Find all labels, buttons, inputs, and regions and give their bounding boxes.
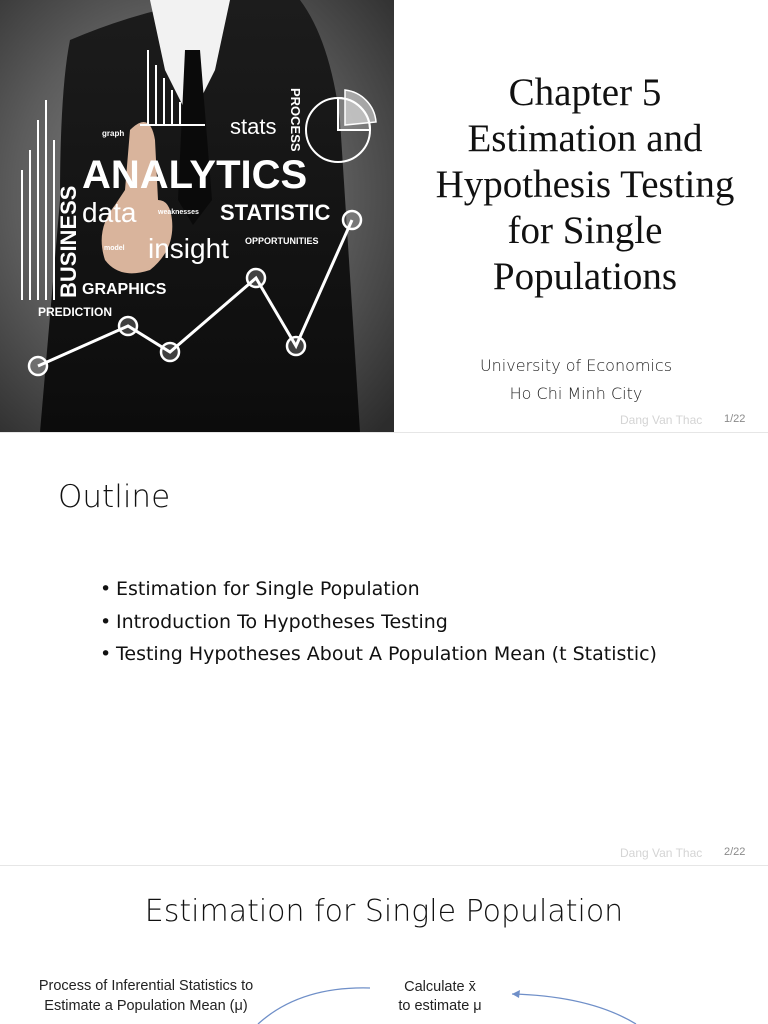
- bullet-icon: •: [100, 578, 112, 600]
- arrowhead-icon: [512, 990, 520, 998]
- outline-title: Outline: [58, 479, 171, 515]
- institution: [420, 352, 732, 408]
- process-label-line: Process of Inferential Statistics to: [38, 978, 254, 994]
- title-line: Hypothesis Testing: [435, 163, 735, 206]
- title-line: Chapter 5: [508, 71, 662, 114]
- footer-author: Dang Van Thac: [620, 413, 703, 427]
- hero-image: [0, 0, 394, 432]
- process-label-line: Estimate a Population Mean (μ): [44, 998, 248, 1014]
- bullet-icon: •: [100, 610, 112, 633]
- word-prediction: PREDICTION: [38, 305, 113, 319]
- footer-author: Dang Van Thac: [620, 846, 703, 860]
- outline-item: • Testing Hypotheses About A Population Mean (t Statistic): [100, 638, 657, 671]
- slide-3: [0, 866, 768, 1024]
- slide-title: Estimation for Single Population: [144, 894, 624, 929]
- process-label: [20, 976, 272, 1016]
- word-graph: graph: [102, 129, 125, 138]
- outline-item: • Introduction To Hypotheses Testing: [100, 606, 657, 639]
- arc-arrow-left: [258, 988, 370, 1024]
- word-graphics: GRAPHICS: [82, 281, 167, 298]
- title-line: for Single: [507, 209, 663, 252]
- institution-line: University of Economics: [479, 356, 673, 375]
- word-model: model: [104, 245, 125, 252]
- slide-title: [410, 70, 760, 300]
- title-line: Estimation and: [467, 117, 703, 160]
- word-business: BUSINESS: [56, 185, 81, 298]
- slide-1: [0, 0, 768, 432]
- calculate-line: to estimate μ: [398, 998, 482, 1014]
- page-number: 1/22: [724, 413, 746, 425]
- bullet-icon: •: [100, 643, 112, 665]
- arc-arrow-right: [512, 994, 636, 1024]
- calculate-line: Calculate x̄: [404, 979, 476, 995]
- slide-2: [0, 433, 768, 865]
- analytics-illustration: [0, 0, 394, 432]
- word-weaknesses: weaknesses: [158, 209, 199, 216]
- word-stats: stats: [230, 114, 277, 139]
- word-opportunities: OPPORTUNITIES: [245, 236, 319, 246]
- page-number: 2/22: [724, 846, 746, 858]
- word-analytics: ANALYTICS: [82, 153, 308, 197]
- outline-list: [100, 573, 657, 671]
- title-line: Populations: [492, 255, 678, 298]
- outline-item: • Estimation for Single Population: [100, 573, 657, 606]
- institution-line: Ho Chi Minh City: [509, 384, 643, 403]
- calculate-step: [380, 978, 500, 1016]
- word-insight: insight: [148, 233, 229, 264]
- word-process: PROCESS: [288, 88, 303, 152]
- word-statistic: STATISTIC: [220, 200, 331, 225]
- word-data: data: [82, 197, 137, 228]
